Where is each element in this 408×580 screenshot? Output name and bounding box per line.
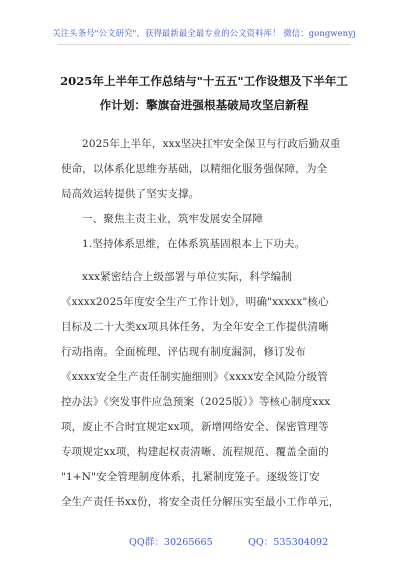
body-line: 《xxxx2025年度安全生产工作计划》，明确"xxxxx"核心 [61,296,329,308]
body-line: 目标及二十大类xx项具体任务，为全年安全工作提供清晰 [61,321,329,333]
section-heading: 一、聚焦主责主业，筑牢发展安全屏障 [82,213,264,225]
body-line: 《xxxx安全生产责任制实施细则》《xxxx安全风险分级管 [61,371,328,383]
body-line: 项，废止不合时宜规定xx项，新增网络安全、保密管理等 [61,421,329,433]
body-line: "1+N"安全管理制度体系，扎紧制度笼子。逐级签订安 [61,471,320,483]
header-note: 关注头条号"公文研究"，获得最新最全最专业的公文资料库！ 微信：gongwenyj [52,28,356,38]
body-line: 2025年上半年，xxx坚决扛牢安全保卫与行政后勤双重 [82,138,341,150]
document-title-line-1: 2025年上半年工作总结与"十五五"工作设想及下半年工 [60,74,348,88]
body-line: 专项规定xx项，构建起权责清晰、流程规范、覆盖全面的 [61,446,329,458]
body-line: 控办法》《突发事件应急预案（2025版）》等核心制度xxx [61,396,331,408]
footer [0,534,408,548]
body-line: 行动指南。全面梳理、评估现有制度漏洞，修订发布 [61,346,306,358]
document-title-line-2: 作计划：擎旗奋进强根基破局攻坚启新程 [99,98,309,112]
qq-contact: QQ：535304092 [248,537,329,548]
subsection-heading: 1.坚持体系思维，在体系筑基固根本上下功夫。 [82,238,306,250]
body-line: xxx紧密结合上级部署与单位实际，科学编制 [82,271,292,283]
body-line: 全生产责任书xx份，将安全责任分解压实至最小工作单元， [61,496,340,508]
qq-group-contact: QQ群：30265665 [129,537,213,548]
body-line: 局高效运转提供了坚实支撑。 [61,188,200,200]
body-line: 使命，以体系化思维夯基础，以精细化服务强保障，为全 [61,163,328,175]
header-divider [58,44,350,45]
